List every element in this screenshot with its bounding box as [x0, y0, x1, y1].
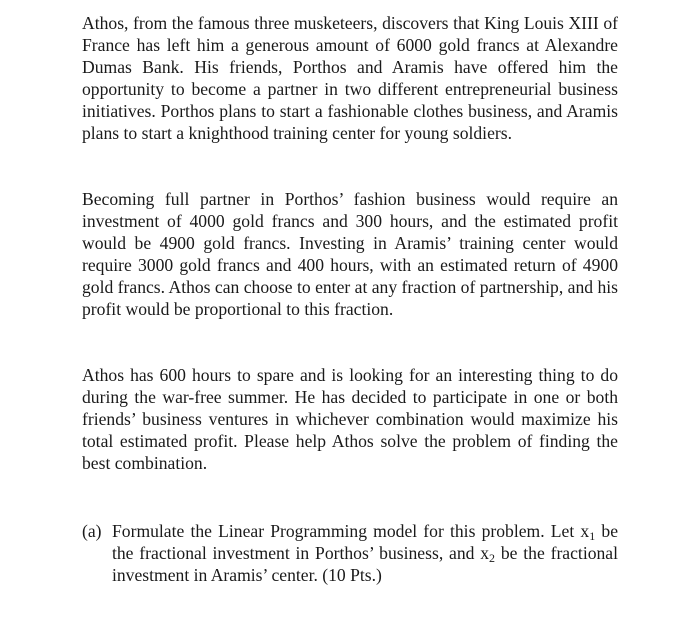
paragraph-investment-options: Becoming full partner in Porthos’ fashion business would require an investment of 4000 gold francs and 300 hours, and the estimated profit would be 4900 gold francs. Investing in Aramis’ training center would require 3000 gold francs and 400 hours, with an estimated return of 4900 gold francs. Athos can choose to enter at any fraction of partnership, and his profit would be proportional to this fraction. [82, 189, 618, 319]
paragraph-constraints: Athos has 600 hours to spare and is looking for an interesting thing to do during the war-free summer. He has decided to participate in one or both friends’ business ventures in whichever combination would maximize his total estimated profit. Please help Athos solve the problem of finding the best combination. [82, 365, 618, 473]
variable-x1: $x_1$ [580, 521, 596, 543]
paragraph-intro: Athos, from the famous three musketeers, discovers that King Louis XIII of France has left him a generous amount of 6000 gold francs at Alexandre Dumas Bank. His friends, Porthos and Aramis have offered him the opportunity to become a partner in two different entrepreneurial business initiatives. Porthos plans to start a fashionable clothes business, and Aramis plans to start a knighthood training center for young soldiers. [82, 13, 618, 143]
question-label: (a) [82, 521, 102, 541]
question-text-part-1: Formulate the Linear Programming model for this problem. Let [112, 521, 581, 541]
question-a [82, 520, 618, 586]
question-text-part-2: be the fractional investment in Porthos’ business, and [112, 521, 618, 563]
question-text [112, 520, 618, 586]
variable-x2: $x_2$ [480, 543, 496, 565]
question-text-part-3: be the fractional investment in Aramis’ center. (10 Pts.) [112, 543, 618, 585]
